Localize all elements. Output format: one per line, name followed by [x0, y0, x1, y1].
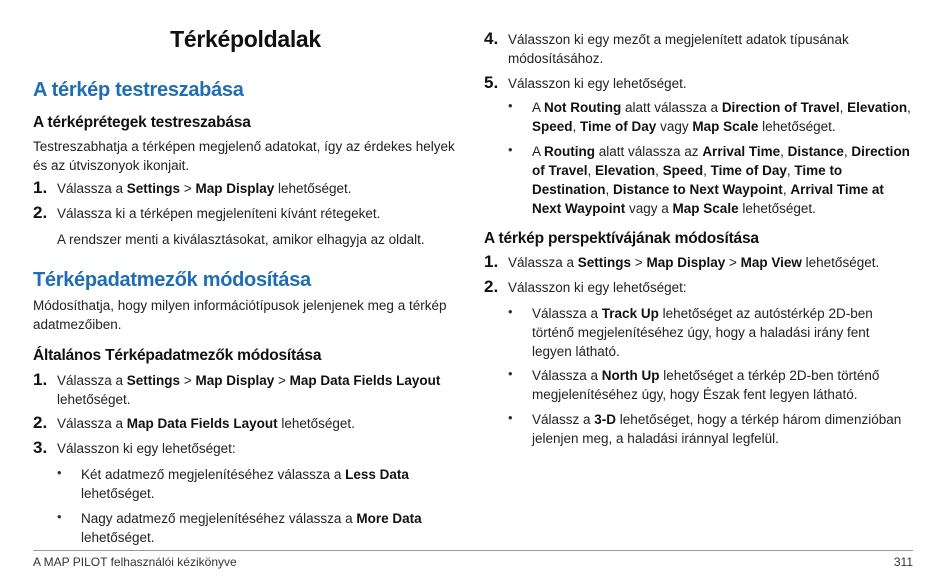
- paragraph-map-layers-intro: Testreszabhatja a térképen megjelenő adatokat, így az érdekes helyek és az útviszonyok ikonjait.: [33, 139, 455, 173]
- bullet-icon: •: [508, 410, 513, 425]
- page-title: Térképoldalak: [170, 26, 321, 52]
- section-heading-customize-map: A térkép testreszabása: [33, 79, 244, 101]
- footer-divider: [33, 550, 913, 551]
- section-heading-data-fields: Térképadatmezők módosítása: [33, 269, 311, 291]
- page-number: 311: [893, 555, 913, 569]
- bullet-icon: •: [508, 366, 513, 381]
- bullet-icon: •: [508, 98, 513, 113]
- footer-manual-title: A MAP PILOT felhasználói kézikönyve: [33, 555, 237, 569]
- bullet-icon: •: [508, 304, 513, 319]
- subheading-map-layers: A térképrétegek testreszabása: [33, 114, 251, 131]
- bullet-icon: •: [508, 142, 513, 157]
- subheading-general-data-fields: Általános Térképadatmezők módosítása: [33, 347, 322, 364]
- paragraph-data-fields-intro: Módosíthatja, hogy milyen információtípusok jelenjenek meg a térkép adatmezőiben.: [33, 298, 447, 332]
- subheading-map-perspective: A térkép perspektívájának módosítása: [484, 230, 759, 247]
- bullet-icon: •: [57, 509, 62, 524]
- paragraph-save-note: A rendszer menti a kiválasztásokat, amikor elhagyja az oldalt.: [57, 232, 425, 247]
- bullet-icon: •: [57, 465, 62, 480]
